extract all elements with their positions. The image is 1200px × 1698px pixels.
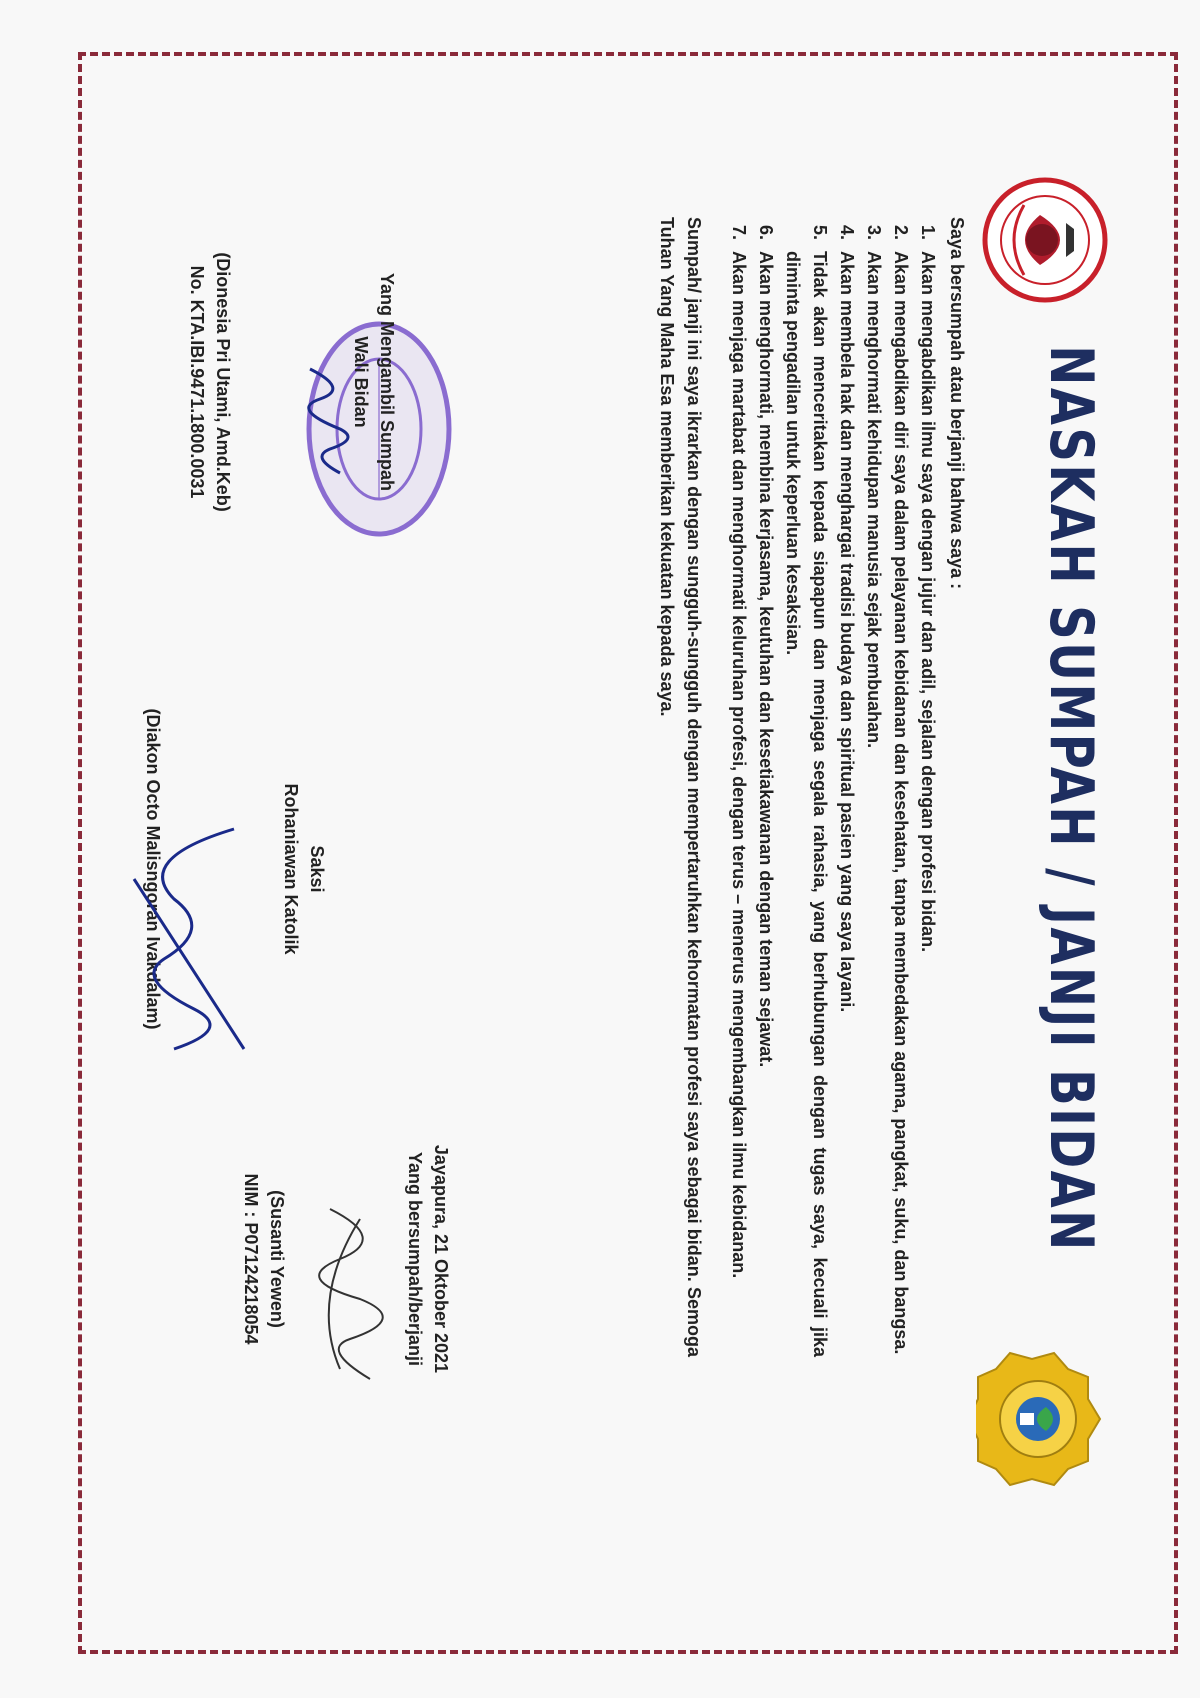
place-date: Jayapura, 21 Oktober 2021 [431,1144,451,1374]
signer-role: Yang Mengambil Sumpah [377,272,397,492]
list-item: 7. Akan menjaga martabat dan menghormati keluruhan profesi, dengan terus – menerus mengembangkan ilmu kebidanan. [725,245,752,1357]
oath-list [725,217,941,1357]
signer-name: (Dionesia Pri Utami, Amd.Keb) [213,252,233,512]
document-title: NASKAH SUMPAH / JANJI BIDAN [1036,345,1106,1253]
signer-subrole: Wali Bidan [351,336,371,428]
oath-intro: Saya bersumpah atau berjanji bahwa saya : [947,217,967,590]
list-item: 3. Akan menghormati kehidupan manusia sejak pembuahan. [860,245,887,1357]
signature-ink-middle-icon [124,819,254,1059]
oath-body [635,217,970,1357]
signature-ink-left-icon [274,359,370,479]
list-item: 2. Akan mengabdikan diri saya dalam pelayanan kebidanan dan kesehatan, tanpa membedakan agama, pangkat, suku, dan bangsa. [887,245,914,1357]
witness-role: Saksi [307,845,327,893]
oath-taker-id: NIM : P07124218054 [241,1173,261,1345]
list-item: 6. Akan menghormati, membina kerjasama, keutuhan dan kesetiakawanan dengan teman sejawat. [752,245,779,1357]
oath-closing: Sumpah/ janji ini saya ikrarkan dengan sungguh-sungguh dengan mempertaruhkan kehormatan profesi saya sebagai bidan. Semoga Tuhan Yang Maha Esa memberikan kekuatan kepada saya. [657,217,704,1357]
list-item: 1. Akan mengabdikan ilmu saya dengan jujur dan adil, sejalan dengan profesi bidan. [914,245,941,1357]
rotated-content [80,79,1120,1619]
poltekkes-logo-icon [976,1349,1104,1489]
list-item: 5. Tidak akan menceritakan kepada siapapun dan menjaga segala rahasia, yang berhubungan dengan tugas saya, kecuali jika diminta pengadilan untuk keperluan kesaksian. [779,245,833,1357]
witness-name: (Diakon Octo Malisngoran Ivakdalam) [143,708,163,1030]
signer-id: No. KTA.IBI.9471.1800.0031 [187,265,207,499]
signature-ink-right-icon [290,1189,400,1389]
witness-subrole: Rohaniawan Katolik [281,783,301,955]
oath-taker-name: (Susanti Yewen) [267,1190,287,1328]
oath-taker-role: Yang bersumpah/berjanji [405,1151,425,1367]
list-item: 4. Akan membela hak dan menghargai tradisi budaya dan spiritual pasien yang saya layani. [833,245,860,1357]
